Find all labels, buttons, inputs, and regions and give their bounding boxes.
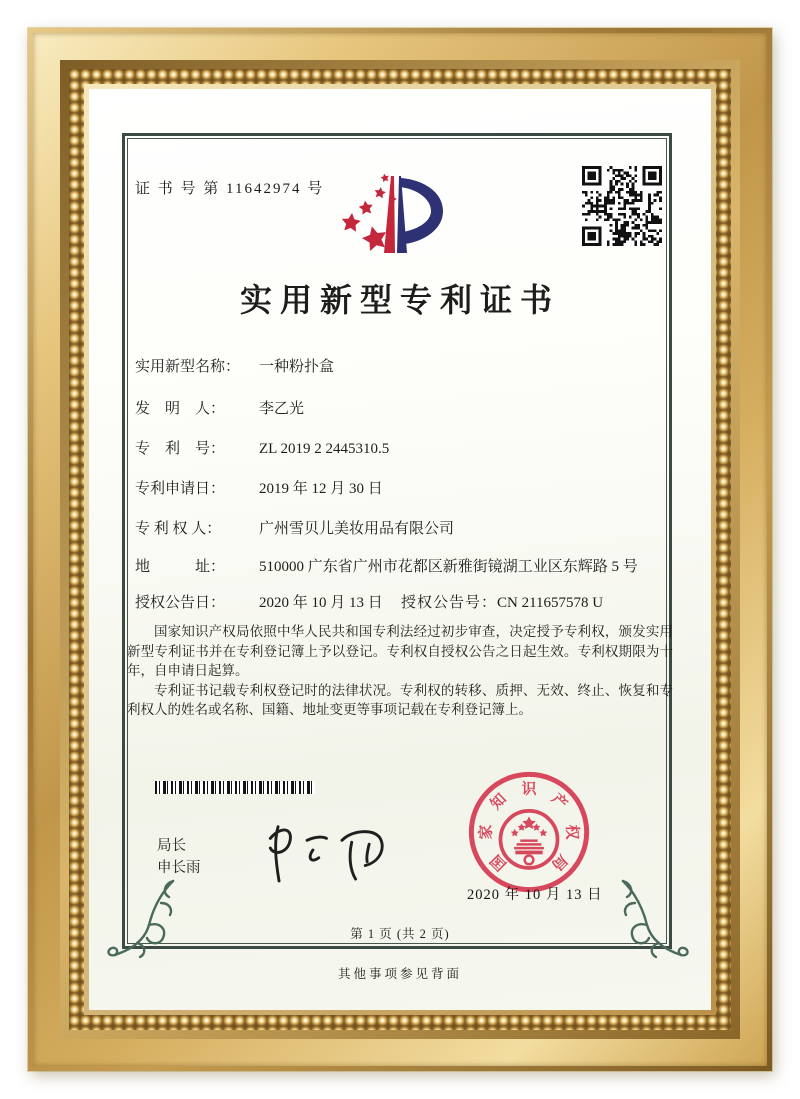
- qr-code: [582, 166, 662, 246]
- field-row-patent-no: [135, 437, 680, 458]
- signature-handwriting: [249, 811, 404, 889]
- frame-groove: [60, 60, 740, 1039]
- seal-char: 局: [548, 851, 570, 873]
- field-value: ZL 2019 2 2445310.5: [259, 441, 390, 457]
- field-pair-grant-no: [401, 591, 603, 612]
- field-row-name: [135, 355, 680, 376]
- logo-p-bowl: [400, 178, 443, 244]
- seal-char: 产: [548, 791, 570, 813]
- field-value: 2019 年 12 月 30 日: [259, 481, 383, 497]
- official-seal: [459, 770, 599, 894]
- seal-char: 国: [488, 851, 510, 873]
- seal-char: 权: [563, 824, 580, 840]
- cnipa-logo-icon: [329, 169, 447, 265]
- officer-name: 申长雨: [157, 860, 201, 876]
- frame-bead-row: [69, 69, 731, 1030]
- field-value: 一种粉扑盒: [259, 359, 335, 375]
- logo-red-wedge: [384, 176, 395, 253]
- barcode: [155, 781, 315, 794]
- field-row-patentee: [135, 517, 680, 538]
- field-row-inventor: [135, 397, 680, 418]
- page-number: 第 1 页 (共 2 页): [350, 927, 450, 941]
- field-label: 专利申请日：: [135, 481, 226, 497]
- field-value: 李乙光: [259, 401, 305, 417]
- field-label: 专 利 权 人：: [135, 521, 222, 537]
- field-label: 授权公告号：: [401, 595, 498, 611]
- field-label: 授权公告日：: [135, 595, 226, 611]
- legal-paragraph: 专利证书记载专利权登记时的法律状况。专利权的转移、质押、无效、终止、恢复和专利权人的姓名或名称、国籍、地址变更等事项记载在专利登记簿上。: [127, 682, 673, 717]
- field-label: 实用新型名称：: [135, 359, 241, 375]
- corner-flourish-left-icon: [103, 877, 181, 963]
- field-row-filing-date: [135, 477, 680, 498]
- officer-title: 局长: [157, 838, 186, 854]
- field-value: 510000 广东省广州市花都区新雅街镜湖工业区东辉路 5 号: [259, 559, 638, 575]
- frame-inner-lip: [84, 84, 716, 1015]
- seal-date: 2020 年 10 月 13 日: [467, 887, 603, 903]
- certificate-title: 实用新型专利证书: [239, 282, 560, 318]
- national-emblem-icon: [500, 811, 557, 868]
- field-value: CN 211657578 U: [497, 595, 604, 611]
- field-label: 地 址：: [135, 559, 226, 575]
- field-row-grant: [135, 591, 680, 612]
- patent-certificate-page: [89, 89, 711, 1010]
- corner-flourish-right-icon: [615, 877, 693, 963]
- certificate-number: 证 书 号 第 11642974 号: [135, 181, 325, 197]
- legal-paragraph: 国家知识产权局依照中华人民共和国专利法经过初步审查，决定授予专利权，颁发实用新型专利证书并在专利登记簿上予以登记。专利权自授权公告之日起生效。专利权期限为十年，自申请日起算。: [127, 624, 673, 678]
- seal-char: 识: [521, 781, 537, 798]
- back-note: 其他事项参见背面: [337, 967, 462, 981]
- frame-gold-band: [33, 33, 767, 1066]
- gold-picture-frame: [28, 28, 772, 1071]
- field-label: 发 明 人：: [135, 401, 226, 417]
- seal-char: 知: [488, 791, 510, 813]
- field-label: 专 利 号：: [135, 441, 226, 457]
- field-value: 广州雪贝儿美妆用品有限公司: [259, 521, 455, 537]
- legal-text-block: [127, 622, 673, 720]
- field-value: 2020 年 10 月 13 日: [259, 595, 383, 611]
- seal-char: 家: [478, 824, 495, 840]
- field-row-address: [135, 555, 680, 576]
